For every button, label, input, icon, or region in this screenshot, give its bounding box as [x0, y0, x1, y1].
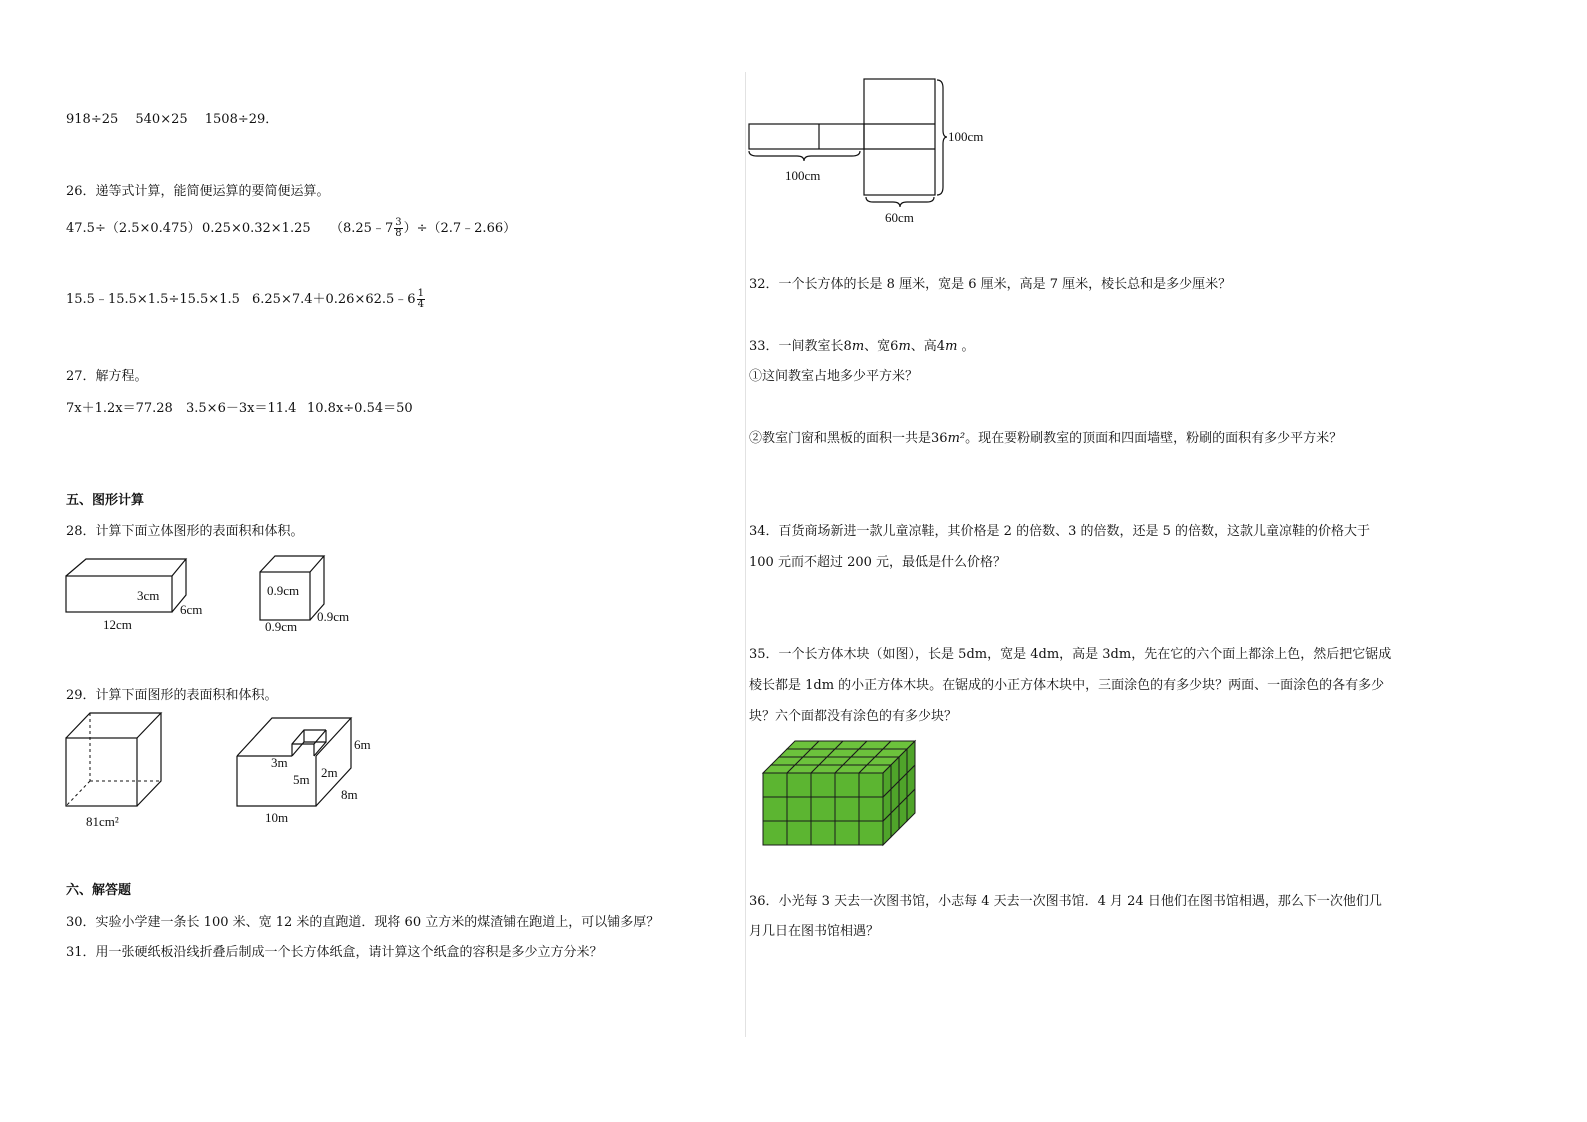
q25-expressions: 918÷25 540×25 1508÷29．	[66, 112, 279, 127]
q33-part-2: ②教室门窗和黑板的面积一共是36m²。现在要粉刷教室的顶面和四面墙壁，粉刷的面积有多少平方米？	[749, 431, 1343, 446]
q29-cube-area-label: 81cm²	[86, 814, 119, 829]
q26-expr-5: 6.25×7.4＋0.26×62.5﹣6 $\frac{1}{4}$	[252, 288, 424, 310]
q29-notch-length-label: 5m	[293, 772, 310, 787]
q29-height-label: 6m	[354, 737, 371, 752]
net-bottom-left-label: 100cm	[785, 168, 821, 183]
q30-text: 30．实验小学建一条长 100 米、宽 12 米的直跑道．现将 60 立方米的煤渣铺在跑道上，可以铺多厚？	[66, 915, 660, 930]
q28-cube-height-label: 0.9cm	[267, 583, 300, 598]
q29-notch-width-label: 2m	[321, 765, 338, 780]
q35-line-1: 35．一个长方体木块（如图），长是 5dm，宽是 4dm，高是 3dm，先在它的六个面上都涂上色，然后把它锯成	[749, 647, 1392, 662]
fraction: $\frac{3}{8}$	[395, 217, 402, 239]
q36-line-1: 36．小光每 3 天去一次图书馆，小志每 4 天去一次图书馆．4 月 24 日他们在图书馆相遇，那么下一次他们几	[749, 894, 1382, 909]
q27-eq-2: 3.5×6－3x＝11.4	[186, 401, 297, 416]
q28-cuboid-figure	[60, 558, 220, 638]
q36-line-2: 月几日在图书馆相遇？	[749, 924, 880, 939]
net-bottom-label: 60cm	[885, 210, 914, 225]
q35-cube-block-figure	[759, 737, 919, 852]
q28-cuboid-width-label: 6cm	[180, 602, 203, 617]
q27-eq-3: 10.8x÷0.54＝50	[307, 401, 413, 416]
q35-line-3: 块？六个面都没有涂色的有多少块？	[749, 709, 958, 724]
right-column	[745, 0, 1587, 1122]
q27-title: 27．解方程。	[66, 369, 148, 384]
q34-line-1: 34．百货商场新进一款儿童凉鞋，其价格是 2 的倍数、3 的倍数，还是 5 的倍数，这款儿童凉鞋的价格大于	[749, 524, 1371, 539]
q29-notched-cuboid-figure	[230, 708, 390, 828]
q31-text: 31．用一张硬纸板沿线折叠后制成一个长方体纸盒，请计算这个纸盒的容积是多少立方分米？	[66, 945, 603, 960]
q29-notch-height-label: 3m	[271, 755, 288, 770]
q35-line-2: 棱长都是 1dm 的小正方体木块。在锯成的小正方体木块中，三面涂色的有多少块？两面、一面涂色的各有多少	[749, 678, 1385, 693]
q26-title: 26．递等式计算，能简便运算的要简便运算。	[66, 184, 330, 199]
fraction: $\frac{1}{4}$	[417, 288, 424, 310]
q34-line-2: 100 元而不超过 200 元，最低是什么价格？	[749, 555, 1007, 570]
net-right-label: 100cm	[948, 129, 984, 144]
q28-cube-figure	[255, 553, 365, 643]
q29-title: 29．计算下面图形的表面积和体积。	[66, 688, 278, 703]
q26-expr-1: 47.5÷（2.5×0.475）	[66, 221, 201, 236]
q29-cube-figure	[60, 710, 170, 830]
q29-depth-label: 8m	[341, 787, 358, 802]
q26-expr-3: （8.25﹣7 $\frac{3}{8}$ ）÷（2.7﹣2.66）	[330, 217, 517, 239]
q33-part-1: ①这间教室占地多少平方米？	[749, 369, 919, 384]
left-column	[0, 0, 740, 1122]
q28-cube-width-label: 0.9cm	[317, 609, 350, 624]
q28-cuboid-length-label: 12cm	[103, 617, 132, 632]
section-5-heading: 五、图形计算	[66, 493, 145, 508]
q27-eq-1: 7x＋1.2x＝77.28	[66, 401, 173, 416]
q28-cube-length-label: 0.9cm	[265, 619, 298, 634]
q32-text: 32．一个长方体的长是 8 厘米，宽是 6 厘米，高是 7 厘米，棱长总和是多少厘米？	[749, 277, 1232, 292]
q28-title: 28．计算下面立体图形的表面积和体积。	[66, 524, 304, 539]
q28-cuboid-height-label: 3cm	[137, 588, 160, 603]
q33-line-1: 33．一间教室长8m、宽6m、高4m 。	[749, 339, 975, 354]
section-6-heading: 六、解答题	[66, 883, 132, 898]
q26-expr-4: 15.5﹣15.5×1.5÷15.5×1.5	[66, 292, 240, 307]
q26-expr-2: 0.25×0.32×1.25	[202, 221, 311, 236]
q31-box-net-figure	[745, 74, 1005, 234]
q29-length-label: 10m	[265, 810, 289, 825]
